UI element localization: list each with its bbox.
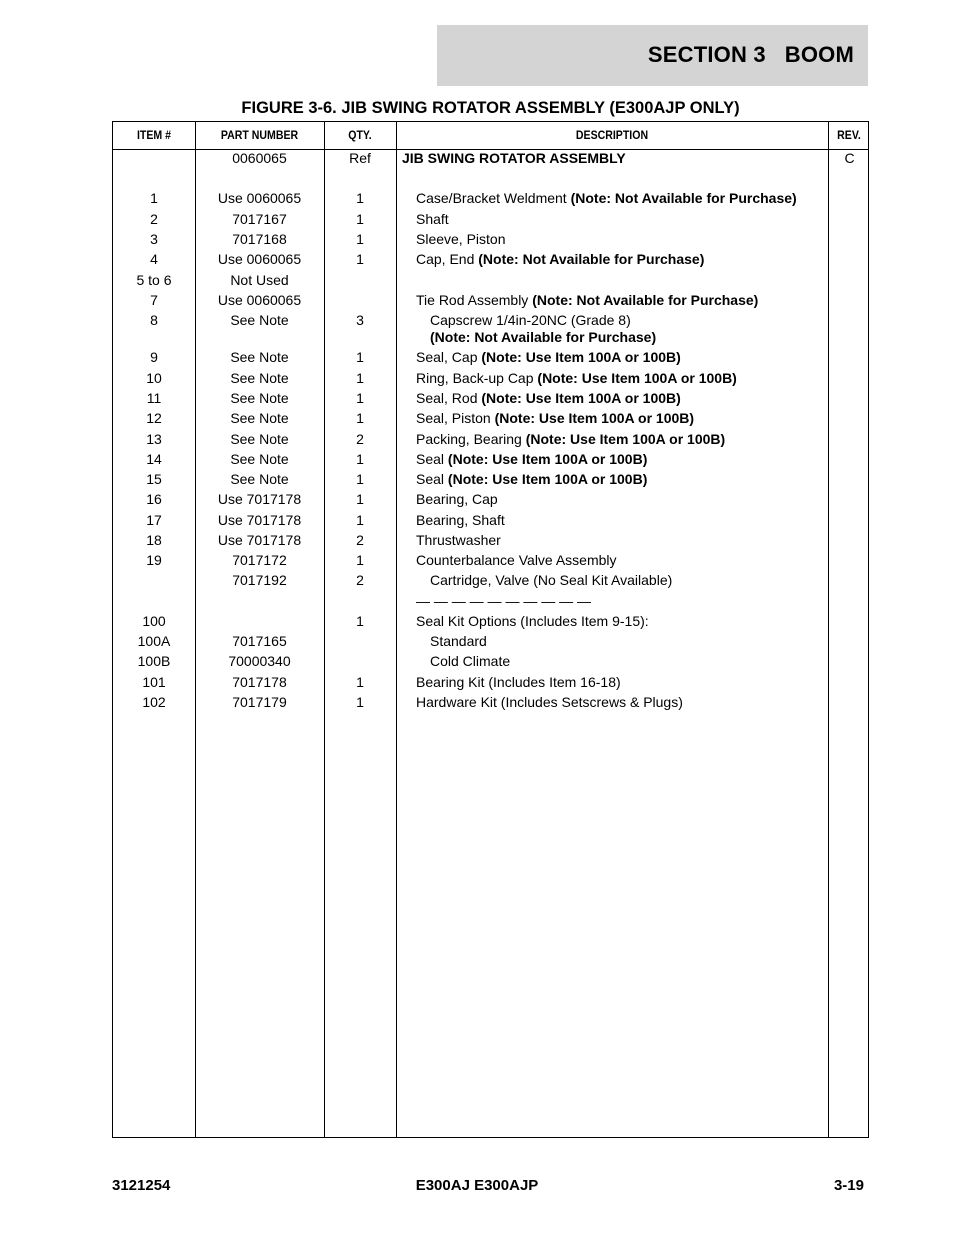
item-number: 17 <box>146 512 162 528</box>
quantity: 2 <box>356 572 364 588</box>
header-qty: QTY. <box>348 128 372 142</box>
quantity: 1 <box>356 211 364 227</box>
part-number: 7017172 <box>232 552 287 568</box>
description-text: Standard <box>430 633 487 649</box>
description <box>402 471 846 488</box>
description <box>402 251 846 268</box>
item-number: 5 to 6 <box>136 272 172 288</box>
section-header <box>437 25 868 86</box>
item-number: 13 <box>146 431 162 447</box>
description-note: (Note: Use Item 100A or 100B) <box>494 410 695 426</box>
item-number: 4 <box>150 251 158 267</box>
description <box>402 150 832 167</box>
description-text: Seal, Piston <box>416 410 495 426</box>
part-number: See Note <box>230 390 289 406</box>
description <box>402 552 846 569</box>
part-number: 7017168 <box>232 231 287 247</box>
description-text: Sleeve, Piston <box>416 231 506 247</box>
item-number: 19 <box>146 552 162 568</box>
description-note: (Note: Use Item 100A or 100B) <box>481 349 681 365</box>
item-number: 11 <box>146 390 162 406</box>
description <box>402 491 846 508</box>
description-note: JIB SWING ROTATOR ASSEMBLY <box>402 150 626 166</box>
item-number: 100B <box>137 653 171 669</box>
description <box>402 431 846 448</box>
quantity: 1 <box>356 190 364 206</box>
description-text: Hardware Kit (Includes Setscrews & Plugs) <box>416 694 683 710</box>
item-number: 15 <box>146 471 162 487</box>
description-note: (Note: Use Item 100A or 100B) <box>537 370 737 386</box>
part-number: 7017192 <box>232 572 287 588</box>
description <box>402 349 846 366</box>
description-text: Cap, End <box>416 251 479 267</box>
part-number: Use 0060065 <box>217 190 302 206</box>
part-number: 7017179 <box>232 694 287 710</box>
part-number: Use 0060065 <box>217 251 302 267</box>
description <box>402 312 860 346</box>
item-number: 102 <box>142 694 166 710</box>
description-text: Thrustwasher <box>416 532 501 548</box>
description-text: Bearing, Shaft <box>416 512 505 528</box>
part-number: Use 7017178 <box>217 512 302 528</box>
part-number: 7017178 <box>232 674 287 690</box>
header-item: ITEM # <box>136 128 172 142</box>
part-number: 7017167 <box>232 211 287 227</box>
quantity: Ref <box>349 150 371 166</box>
item-number: 1 <box>150 190 158 206</box>
description <box>402 593 846 610</box>
quantity: 2 <box>356 532 364 548</box>
description-note: (Note: Use Item 100A or 100B) <box>525 431 726 447</box>
part-number: See Note <box>230 451 289 467</box>
description-text: Seal Kit Options (Includes Item 9-15): <box>416 613 649 629</box>
description-text: Packing, Bearing <box>416 431 526 447</box>
parts-table <box>112 121 869 1138</box>
revision: C <box>844 150 855 166</box>
section-title: SECTION 3 BOOM <box>647 42 854 67</box>
item-number: 7 <box>150 292 158 308</box>
quantity: 1 <box>356 231 364 247</box>
description-text: Cartridge, Valve (No Seal Kit Available) <box>430 572 673 588</box>
description-text: Capscrew 1/4in-20NC (Grade 8) <box>430 312 631 328</box>
quantity: 1 <box>356 613 364 629</box>
quantity: 1 <box>356 694 364 710</box>
description-note-line2: (Note: Not Available for Purchase) <box>430 329 657 345</box>
part-number: 0060065 <box>232 150 287 166</box>
description <box>402 512 846 529</box>
column-divider <box>396 122 397 1137</box>
description <box>402 633 860 650</box>
part-number: 7017165 <box>232 633 287 649</box>
description-text: Seal <box>416 451 448 467</box>
part-number: See Note <box>230 370 289 386</box>
description-note: (Note: Not Available for Purchase) <box>570 190 797 206</box>
part-number: See Note <box>230 410 289 426</box>
item-number: 8 <box>150 312 158 328</box>
description-text: Seal, Cap <box>416 349 482 365</box>
item-number: 101 <box>142 674 166 690</box>
quantity: 1 <box>356 512 364 528</box>
quantity: 1 <box>356 251 364 267</box>
description-note: (Note: Use Item 100A or 100B) <box>481 390 681 406</box>
description <box>402 674 846 691</box>
description <box>402 694 846 711</box>
description <box>402 532 846 549</box>
item-number: 100A <box>137 633 171 649</box>
description-text: Counterbalance Valve Assembly <box>416 552 617 568</box>
description <box>402 190 846 207</box>
item-number: 12 <box>146 410 162 426</box>
description-note: (Note: Use Item 100A or 100B) <box>447 471 648 487</box>
description <box>402 451 846 468</box>
description-text: Tie Rod Assembly <box>416 292 533 308</box>
item-number: 16 <box>146 491 162 507</box>
part-number: Use 7017178 <box>217 532 302 548</box>
part-number: See Note <box>230 471 289 487</box>
description <box>402 613 846 630</box>
footer-doc-number: 3121254 <box>112 1177 171 1194</box>
item-number: 9 <box>150 349 158 365</box>
description <box>402 231 846 248</box>
item-number: 14 <box>146 451 162 467</box>
description-text: Cold Climate <box>430 653 511 669</box>
description-text: Shaft <box>416 211 449 227</box>
quantity: 1 <box>356 674 364 690</box>
quantity: 1 <box>356 471 364 487</box>
part-number: See Note <box>230 312 289 328</box>
description-text: Case/Bracket Weldment <box>416 190 571 206</box>
description-text: Bearing, Cap <box>416 491 498 507</box>
description-text: Seal, Rod <box>416 390 482 406</box>
description-note: (Note: Not Available for Purchase) <box>478 251 705 267</box>
header-rev: REV. <box>837 128 861 142</box>
footer-page-number: 3-19 <box>833 1177 864 1194</box>
description <box>402 370 846 387</box>
part-number: Use 7017178 <box>217 491 302 507</box>
description <box>402 211 846 228</box>
item-number: 18 <box>146 532 162 548</box>
description <box>402 390 846 407</box>
quantity: 3 <box>356 312 364 328</box>
part-number: See Note <box>230 349 289 365</box>
description <box>402 572 860 589</box>
part-number: See Note <box>230 431 289 447</box>
footer-model: E300AJ E300AJP <box>415 1177 539 1194</box>
quantity: 1 <box>356 349 364 365</box>
item-number: 10 <box>146 370 162 386</box>
description <box>402 653 860 670</box>
quantity: 1 <box>356 390 364 406</box>
quantity: 1 <box>356 370 364 386</box>
description-note: (Note: Use Item 100A or 100B) <box>447 451 648 467</box>
figure-title: FIGURE 3-6. JIB SWING ROTATOR ASSEMBLY (E300AJP ONLY) <box>241 99 740 117</box>
part-number: Use 0060065 <box>217 292 302 308</box>
item-number: 3 <box>150 231 158 247</box>
part-number: Not Used <box>230 272 289 288</box>
description <box>402 292 846 309</box>
part-number: 70000340 <box>228 653 291 669</box>
quantity: 2 <box>356 431 364 447</box>
description-text: Ring, Back-up Cap <box>416 370 538 386</box>
header-description: DESCRIPTION <box>575 128 649 142</box>
quantity: 1 <box>356 552 364 568</box>
description-text: Bearing Kit (Includes Item 16-18) <box>416 674 621 690</box>
description-note: (Note: Not Available for Purchase) <box>532 292 759 308</box>
header-part-number: PART NUMBER <box>220 128 299 142</box>
item-number: 100 <box>142 613 166 629</box>
item-number: 2 <box>150 211 158 227</box>
quantity: 1 <box>356 491 364 507</box>
quantity: 1 <box>356 451 364 467</box>
description-text: — — — — — — — — — — <box>416 593 592 609</box>
quantity: 1 <box>356 410 364 426</box>
description-text: Seal <box>416 471 448 487</box>
description <box>402 410 846 427</box>
